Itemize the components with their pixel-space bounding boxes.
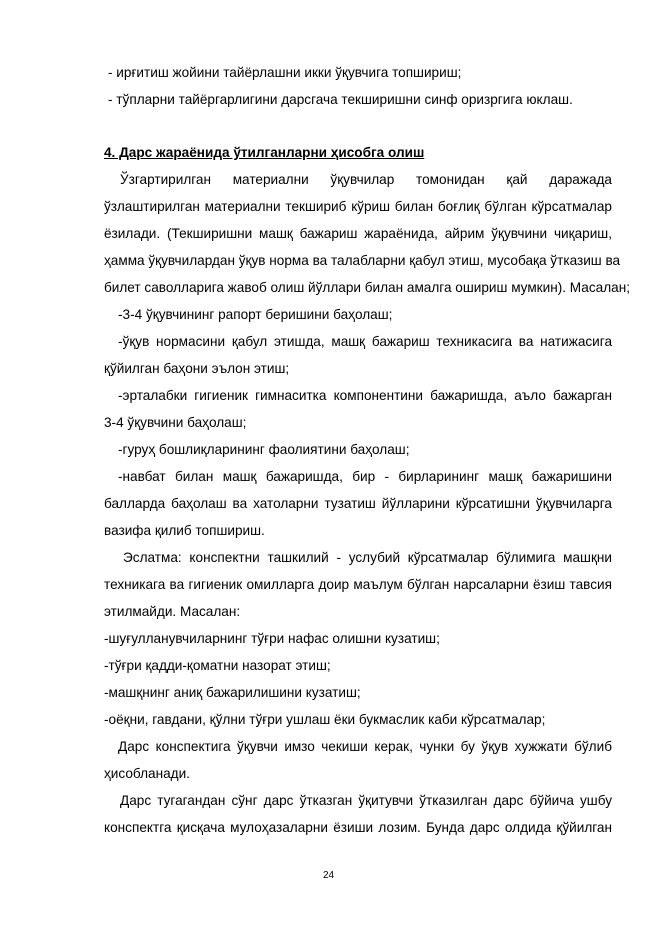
list-item-continuation: қўйилган баҳони эълон этиш; bbox=[104, 361, 290, 376]
list-item-continuation: балларда баҳолаш ва хатоларни тузатиш йўлларини кўрсатишни ўқувчиларга bbox=[104, 496, 612, 511]
list-item: -гуруҳ бошлиқларининг фаолиятини баҳолаш; bbox=[118, 442, 410, 457]
list-item-continuation: вазифа қилиб топшириш. bbox=[104, 523, 265, 538]
paragraph-line: Дарс конспектига ўқувчи имзо чекиши керак, чунки бу ўқув хужжати бўлиб bbox=[118, 739, 612, 754]
list-item: -тўғри қадди-қоматни назорат этиш; bbox=[104, 658, 331, 673]
page-number: 24 bbox=[323, 870, 335, 881]
list-item: -машқнинг аниқ бажарилишини кузатиш; bbox=[104, 685, 361, 700]
section-heading: 4. Дарс жараёнида ўтилганларни ҳисобга олиш bbox=[104, 145, 425, 160]
paragraph-line: ҳамма ўқувчилардан ўқув норма ва талабларни қабул этиш, мусобақа ўтказиш ва bbox=[104, 253, 621, 268]
note-line: этилмайди. Масалан: bbox=[104, 604, 241, 619]
list-item: -3-4 ўқувчининг рапорт беришини баҳолаш; bbox=[118, 307, 393, 322]
paragraph-line: конспектга қисқача мулоҳазаларни ёзиши лозим. Бунда дарс олдида қўйилган bbox=[104, 820, 612, 835]
paragraph-line: билет саволларига жавоб олиш йўллари билан амалга ошириш мумкин). Масалан; bbox=[104, 280, 630, 295]
list-item: -шуғулланувчиларнинг тўғри нафас олишни кузатиш; bbox=[104, 631, 440, 646]
list-item: - тўпларни тайёргарлигини дарсгача текширишни синф оризргига юклаш. bbox=[108, 92, 573, 107]
paragraph-line: Ўзгартирилган материални ўқувчилар томонидан қай даражада bbox=[120, 172, 612, 187]
note-line: техникага ва гигиеник омилларга доир маълум бўлган нарсаларни ёзиш тавсия bbox=[104, 577, 612, 592]
paragraph-line: Дарс тугагандан сўнг дарс ўтказган ўқитувчи ўтказилган дарс бўйича ушбу bbox=[120, 793, 612, 808]
paragraph-line: ёзилади. (Текширишни машқ бажариш жараёнида, айрим ўқувчини чиқариш, bbox=[104, 226, 612, 241]
note-line: Эслатма: конспектни ташкилий - услубий кўрсатмалар бўлимига машқни bbox=[123, 550, 612, 565]
list-item: -ўқув нормасини қабул этишда, машқ бажариш техникасига ва натижасига bbox=[118, 334, 612, 349]
paragraph-line: ўзлаштирилган материални текшириб кўриш билан боғлиқ бўлган кўрсатмалар bbox=[104, 199, 612, 214]
paragraph-line: ҳисобланади. bbox=[104, 766, 190, 781]
list-item: - ирғитиш жойини тайёрлашни икки ўқувчига топшириш; bbox=[108, 65, 462, 80]
list-item: -эрталабки гигиеник гимнаситка компонентини бажаришда, аъло бажарган bbox=[118, 388, 612, 403]
list-item: -оёқни, гавдани, қўлни тўғри ушлаш ёки букмаслик каби кўрсатмалар; bbox=[104, 712, 546, 727]
list-item: -навбат билан машқ бажаришда, бир - бирларининг машқ бажаришини bbox=[118, 469, 612, 484]
list-item-continuation: 3-4 ўқувчини баҳолаш; bbox=[104, 415, 247, 430]
